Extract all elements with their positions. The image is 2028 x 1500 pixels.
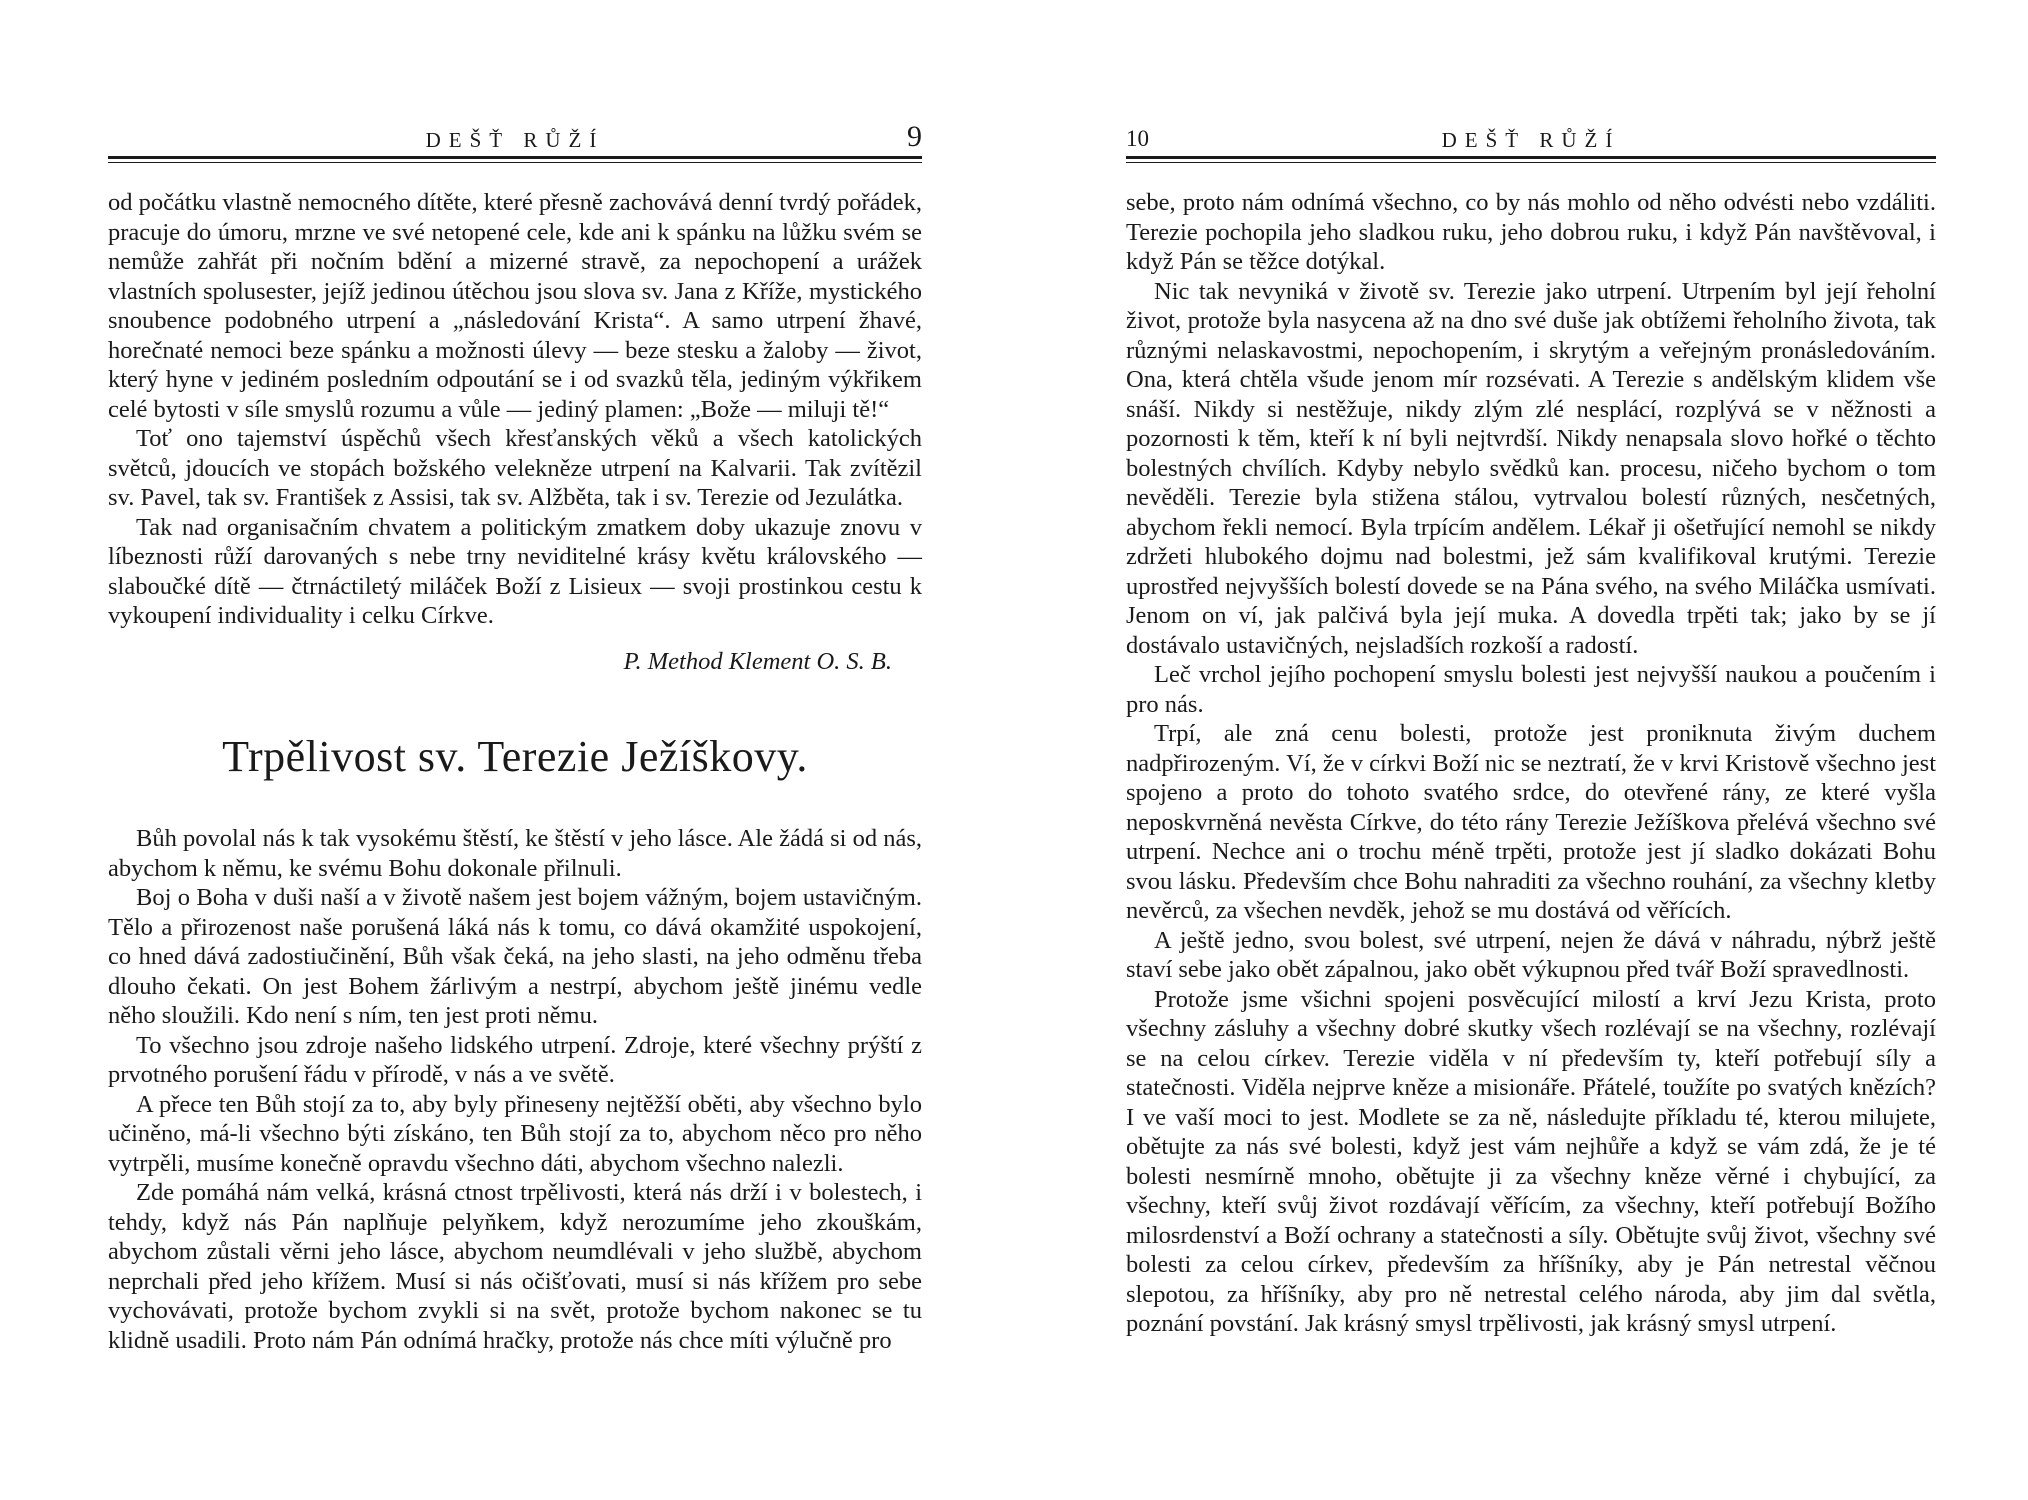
running-head-title: DEŠŤ RŮŽÍ (425, 128, 605, 152)
running-head-title: DEŠŤ RŮŽÍ (1441, 128, 1621, 152)
article-title: Trpělivost sv. Terezie Ježíškovy. (222, 732, 808, 781)
paragraph: Bůh povolal nás k tak vysokému štěstí, ke štěstí v jeho lásce. Ale žádá si od nás, abychom k němu, ke svému Bohu dokonale přilnuli. (108, 825, 922, 882)
paragraph: A přece ten Bůh stojí za to, aby byly přineseny nejtěžší oběti, aby všechno bylo učiněno, má-li všechno býti získáno, ten Bůh stojí za to, abychom něco pro něho vytrpěli, musíme konečně opravdu všechno dáti, abychom všechno nalezli. (108, 1090, 922, 1177)
author-signature: P. Method Klement O. S. B. (623, 647, 892, 675)
header-rule-thin (108, 162, 922, 163)
right-page-body (1126, 188, 1936, 1339)
paragraph: od počátku vlastně nemocného dítěte, které přesně zachovává denní tvrdý pořádek, pracuje do úmoru, mrzne ve své netopené cele, kde ani k spánku na lůžku svém se nemůže zahřát při nočním bdění a mizerné stravě, za nepochopení a urážek vlastních spolusester, jejíž jedinou útěchou jsou slova sv. Jana z Kříže, mystického snoubence podobného utrpení a „následování Krista“. A samo utrpení žhavé, horečnaté nemoci beze spánku a možnosti úlevy — beze stesku a žaloby — život, který hyne v jediném posledním odpoutání se i od svazků těla, jediným výkřikem celé bytosti v síle smyslů rozumu a vůle — jediný plamen: „Bože — miluji tě!“ (108, 189, 922, 423)
paragraph: Boj o Boha v duši naší a v životě našem jest bojem vážným, bojem ustavičným. Tělo a přirozenost naše porušená láká nás k tomu, co dává okamžité uspokojení, co hned dává zadostiučinění, Bůh však čeká, na jeho slasti, na jeho odměnu třeba dlouho čekati. On jest Bohem žárlivým a nestrpí, abychom ještě jinému vedle něho sloužili. Kdo není s ním, ten jest proti němu. (108, 884, 922, 1029)
header-rule (108, 156, 922, 159)
paragraph: Tak nad organisačním chvatem a politickým zmatkem doby ukazuje znovu v líbeznosti růží darovaných s nebe trny neviditelné krásy květu královského — slaboučké dítě — čtrnáctiletý miláček Boží z Lisieux — svoji prostinkou cestu k vykoupení individuality i celku Církve. (108, 513, 922, 629)
page-number: 10 (1126, 126, 1149, 151)
header-rule-thin (1126, 162, 1936, 163)
running-header (1126, 122, 1936, 152)
paragraph: A ještě jedno, svou bolest, své utrpení, nejen že dává v náhradu, nýbrž ještě staví sebe jako obět zápalnou, jako obět výkupnou před tvář Boží spravedlnosti. (1126, 926, 1936, 983)
page-number: 9 (907, 120, 922, 153)
paragraph: Toť ono tajemství úspěchů všech křesťanských věků a všech katolických světců, jdoucích ve stopách božského velekněze utrpení na Kalvarii. Tak zvítězil sv. Pavel, tak sv. František z Assisi, tak sv. Alžběta, tak i sv. Terezie od Jezulátka. (108, 425, 922, 511)
paragraph: sebe, proto nám odnímá všechno, co by nás mohlo od něho odvésti nebo vzdáliti. Terezie pochopila jeho sladkou ruku, jeho dobrou ruku, i když Pán navštěvoval, i když Pán se těžce dotýkal. (1126, 189, 1936, 275)
left-page-body (108, 188, 922, 1355)
running-header (108, 122, 922, 152)
paragraph: Nic tak nevyniká v životě sv. Terezie jako utrpení. Utrpením byl její řeholní život, protože byla nasycena až na dno své duše jak obtížemi řeholního života, tak různými nelaskavostmi, nepochopením, i skrytým a veřejným pronásledováním. Ona, která chtěla všude jenom mír rozsévati. A Terezie s andělským klidem vše snáší. Nikdy si nestěžuje, nikdy zlým zlé nesplácí, rozplývá se v něžnosti a pozornosti k těm, kteří k ní byli nejtvrdší. Nikdy nenapsala slovo hořké o těchto bolestných chvílích. Kdyby nebylo svědků kan. procesu, ničeho bychom o tom nevěděli. Terezie byla stižena stálou, vytrvalou bolestí různých, nesčetných, abychom řekli nemocí. Byla trpícím andělem. Lékař ji ošetřující nemohl se nikdy zdržeti hlubokého dojmu nad bolestmi, jež sám kvalifikoval krutými. Terezie uprostřed nejvyšších bolestí dovede se na Pána svého, na svého Miláčka usmívati. Jenom on ví, jak palčivá byla její muka. A dovedla trpěti tak; jako by se jí dostávalo ustavičných, nejsladších rozkoší a radostí. (1126, 277, 1936, 659)
header-rule (1126, 156, 1936, 159)
paragraph: Leč vrchol jejího pochopení smyslu bolesti jest nejvyšší naukou a poučením i pro nás. (1126, 661, 1936, 718)
paragraph: Protože jsme všichni spojeni posvěcující milostí a krví Jezu Krista, proto všechny zásluhy a všechny dobré skutky všech rozlévají se na všechny, rozlévají se na celou církev. Terezie viděla v ní především ty, kteří potřebují síly a statečnosti. Viděla nejprve kněze a misionáře. Přátelé, toužíte po svatých knězích? I ve vaší moci to jest. Modlete se za ně, následujte příkladu té, kterou milujete, obětujte za nás své bolesti, když jest vám nejhůře a když se vám zdá, že je té bolesti nesmírně mnoho, obětujte ji za všechny kněze věrné i chybující, za všechny, kteří svůj život rozdávají věřícím, za všechny, kteří potřebují Božího milosrdenství a Boží ochrany a statečnosti a síly. Obětujte svůj život, všechny své bolesti za celou církev, především za hříšníky, aby je Pán netrestal věčnou slepotou, za hříšníky, aby pro ně netrestal celého národa, aby jim dal světla, poznání povstání. Jak krásný smysl trpělivosti, jak krásný smysl utrpení. (1126, 985, 1936, 1337)
paragraph: Trpí, ale zná cenu bolesti, protože jest proniknuta živým duchem nadpřirozeným. Ví, že v církvi Boží nic se neztratí, že v krvi Kristově všechno jest spojeno a proto do tohoto svatého srdce, do otevřené rány, ze které vyšla neposkvrněná nevěsta Církve, do této rány Terezie Ježíškova přelévá všechno své utrpení. Nechce ani o trochu méně trpěti, protože jest jí sladko dokázati Bohu svou lásku. Především chce Bohu nahraditi za všechno rouhání, za všechny kletby nevěrců, za všechen nevděk, jehož se mu dostává od věřících. (1126, 720, 1936, 924)
paragraph: Zde pomáhá nám velká, krásná ctnost trpělivosti, která nás drží i v bolestech, i tehdy, když nás Pán naplňuje pelyňkem, když nerozumíme jeho zkouškám, abychom zůstali věrni jeho lásce, abychom neumdlévali v jeho službě, abychom neprchali před jeho křížem. Musí si nás očišťovati, musí si nás křížem pro sebe vychovávati, protože bychom zvykli si na svět, protože bychom nakonec se tu klidně usadili. Proto nám Pán odnímá hračky, protože nás chce míti výlučně pro (108, 1179, 922, 1354)
paragraph: To všechno jsou zdroje našeho lidského utrpení. Zdroje, které všechny prýští z prvotného porušení řádu v přírodě, v nás a ve světě. (108, 1031, 922, 1088)
